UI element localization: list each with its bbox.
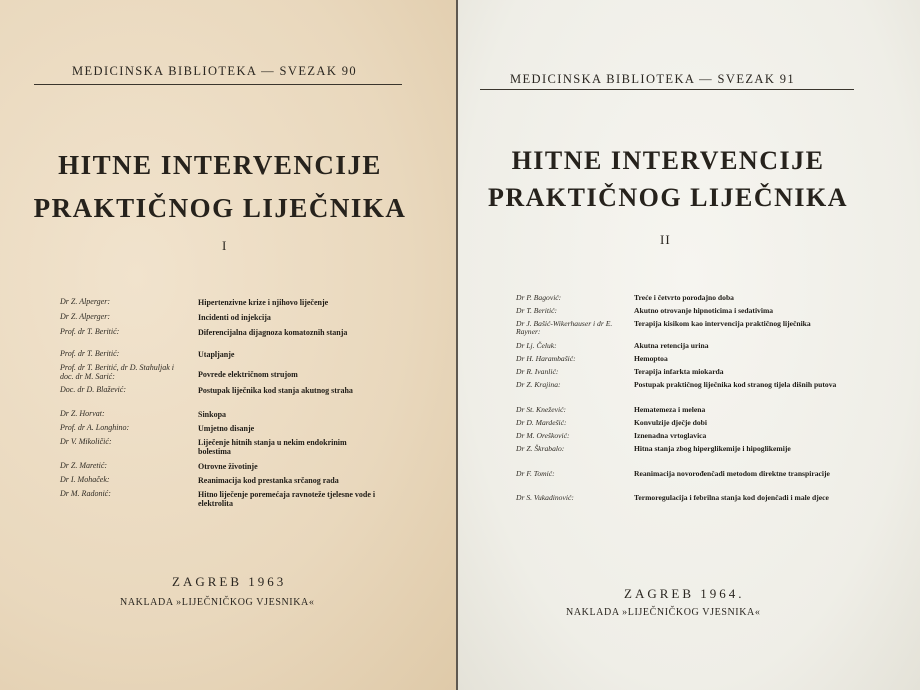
toc-title: Terapija infarkta miokarda [634,367,724,376]
toc-author: Dr Z. Alperger: [60,312,110,321]
toc-title: Utapljanje [198,350,235,359]
title-line-2: PRAKTIČNOG LIJEČNIKA [33,193,407,223]
toc-author: Prof. dr T. Beritić: [60,327,120,336]
toc-author: Dr Lj. Čeluk: [516,341,557,350]
toc-author: Dr D. Mardešić: [516,418,567,427]
toc-author: Dr V. Mikoličić: [60,437,112,446]
toc-title: Treće i četvrto porodajno doba [634,293,734,302]
toc-author: Dr Z. Maretić: [60,461,108,470]
toc-title: Incidenti od injekcija [198,313,271,322]
toc-author: Dr St. Knežević: [516,405,566,414]
toc-author: Dr H. Harambašić: [516,354,576,363]
title-line-1: HITNE INTERVENCIJE [58,150,382,180]
toc-author: Prof. dr T. Beritić, dr D. Stahuljak i doc. dr M. Sarić: [60,363,174,381]
series-label: MEDICINSKA BIBLIOTEKA — SVEZAK 90 [72,64,358,78]
title-line-2: PRAKTIČNOG LIJEČNIKA [487,183,849,212]
toc-author: Doc. dr D. Blažević: [60,385,126,394]
toc-author: Dr J. Bašić-Wikerhauser i dr E. Rayner: [516,319,613,337]
toc-author: Dr Z. Horvat: [60,409,105,418]
toc-title: Hemoptoa [634,354,668,363]
toc-title: Hitna stanja zbog hiperglikemije i hipoglikemije [634,444,791,453]
toc-title: Akutna retencija urina [634,341,709,350]
toc-title: Hipertenzivne krize i njihovo liječenje [198,298,329,307]
toc-author: Prof. dr T. Beritić: [60,349,120,358]
toc-title: Konvulzije dječje dobi [634,418,707,427]
toc-author: Dr F. Tomić: [516,469,555,478]
left-book-cover [0,0,456,690]
series-label: MEDICINSKA BIBLIOTEKA — SVEZAK 91 [510,72,796,86]
toc-title: Liječenje hitnih stanja u nekim endokrinim bolestima [198,438,347,457]
toc-title: Sinkopa [198,410,227,419]
right-book-cover [458,0,920,690]
toc-author: Dr M. Radonić: [60,489,111,498]
city-year: ZAGREB 1964. [624,586,745,601]
toc-title: Termoregulacija i febrilna stanja kod dojenčadi i male djece [634,493,829,502]
toc-author: Dr R. Ivanlić: [516,367,559,376]
toc-author: Dr I. Mohaček: [60,475,110,484]
toc-title: Hematemeza i melena [634,405,706,414]
toc-author: Dr Z. Alperger: [60,297,110,306]
city-year: ZAGREB 1963 [172,574,287,589]
toc-title: Reanimacija novorođenčadi metodom direktne transpiracije [634,469,830,478]
publisher: NAKLADA »LIJEČNIČKOG VJESNIKA« [120,597,315,608]
toc-title: Iznenadna vrtoglavica [634,431,707,440]
toc-title: Otrovne životinje [198,462,258,471]
toc-title: Hitno liječenje poremećaja ravnoteže tjelesne vode i elektrolita [198,490,376,509]
series-rule [480,89,854,90]
toc-title: Umjetno disanje [198,424,255,433]
toc-author: Dr M. Orešković: [516,431,570,440]
toc-title: Postupak praktičnog liječnika kod stranog tijela dišnih putova [634,380,837,389]
toc-author: Dr S. Vukadinović: [516,493,574,502]
toc-title: Povrede električnom strujom [198,370,298,379]
toc-author: Dr Z. Škrabalo: [516,444,565,453]
series-rule [34,84,402,85]
volume-number: I [222,238,228,253]
title-line-1: HITNE INTERVENCIJE [511,146,825,175]
toc-title: Terapija kisikom kao intervencija praktičnog liječnika [634,319,811,328]
toc-author: Dr P. Bagović: [516,293,562,302]
toc-author: Dr Z. Krajina: [516,380,561,389]
toc-title: Postupak liječnika kod stanja akutnog straha [198,386,353,395]
toc-title: Reanimacija kod prestanka srčanog rada [198,476,339,485]
volume-number: II [660,232,671,247]
publisher: NAKLADA »LIJEČNIČKOG VJESNIKA« [566,607,761,618]
toc-title: Diferencijalna dijagnoza komatoznih stanja [198,328,348,337]
toc-author: Dr T. Beritić: [516,306,557,315]
toc-title: Akutno otrovanje hipnoticima i sedativima [634,306,774,315]
toc-author: Prof. dr A. Longhino: [60,423,130,432]
